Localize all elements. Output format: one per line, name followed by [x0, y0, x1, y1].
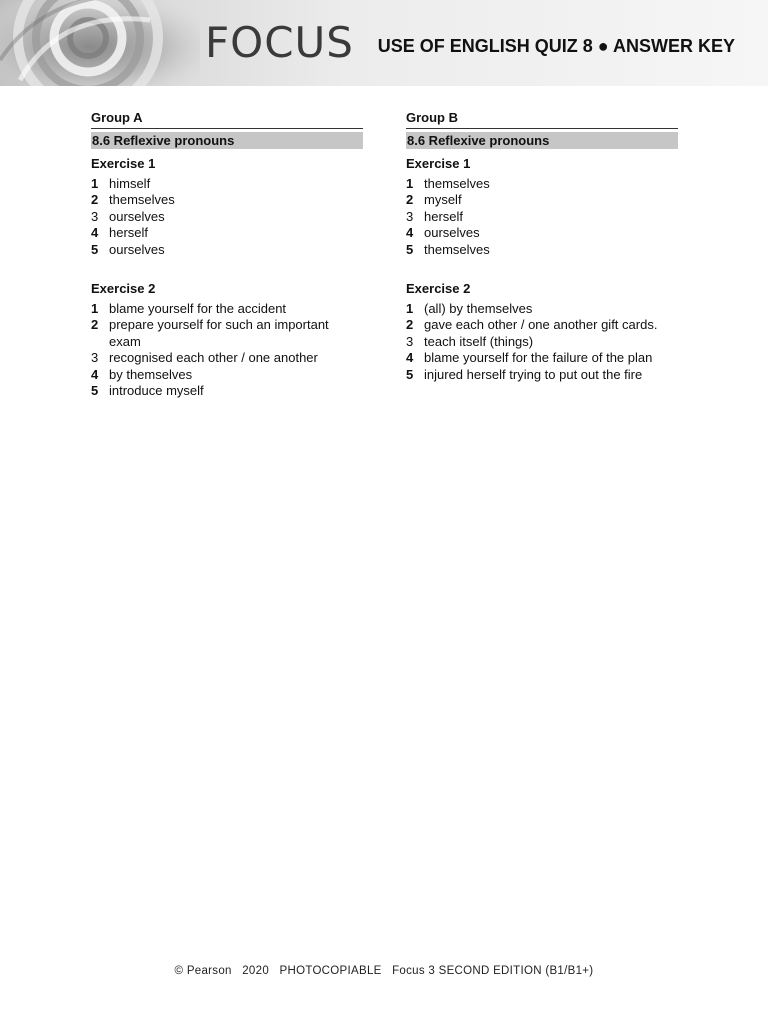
list-item	[91, 350, 363, 366]
item-answer: herself	[424, 208, 464, 224]
list-item	[91, 192, 363, 208]
exercise-title: Exercise 1	[406, 156, 471, 171]
item-number: 4	[406, 225, 414, 241]
list-item	[406, 317, 678, 333]
exercise-title: Exercise 2	[91, 281, 156, 297]
list-item	[91, 209, 363, 225]
item-answer: ourselves	[109, 241, 165, 257]
item-answer: (all) by themselves	[424, 301, 533, 317]
item-answer: themselves	[424, 241, 490, 257]
item-answer: themselves	[424, 176, 490, 191]
item-number: 3	[406, 208, 414, 224]
item-answer: myself	[424, 192, 462, 208]
list-item	[91, 225, 363, 241]
document-title: USE OF ENGLISH QUIZ 8 ● ANSWER KEY	[377, 36, 735, 56]
item-answer: teach itself (things)	[424, 333, 534, 349]
item-number: 3	[91, 350, 99, 366]
item-number: 5	[91, 383, 99, 399]
item-number: 1	[91, 176, 99, 191]
list-item	[91, 176, 363, 192]
item-answer: blame yourself for the failure of the plan	[424, 350, 653, 366]
list-item	[406, 176, 678, 192]
item-number: 3	[91, 208, 99, 224]
item-answer: blame yourself for the accident	[109, 301, 287, 317]
item-number: 3	[406, 333, 414, 349]
item-number: 5	[406, 366, 414, 382]
focus-swirl-graphic	[0, 0, 200, 86]
item-number: 1	[91, 301, 99, 317]
item-number: 4	[406, 350, 414, 366]
list-item	[406, 209, 678, 225]
item-number: 5	[91, 241, 99, 257]
list-item	[91, 367, 363, 383]
item-answer: herself	[109, 225, 149, 241]
item-answer: injured herself trying to put out the fire	[424, 366, 643, 382]
item-number: 1	[406, 301, 414, 317]
list-item	[406, 367, 678, 383]
item-answer: introduce myself	[109, 383, 204, 399]
item-answer: gave each other / one another gift cards.	[424, 317, 658, 333]
item-answer: recognised each other / one another	[109, 350, 318, 366]
list-item	[406, 192, 678, 208]
item-answer: himself	[109, 176, 151, 191]
exercise-title: Exercise 1	[91, 156, 156, 171]
focus-logo: FOCUS	[205, 18, 354, 67]
list-item	[91, 383, 363, 399]
item-number: 1	[406, 176, 414, 191]
list-item	[406, 301, 678, 317]
exercise-1	[91, 156, 363, 258]
item-answer: by themselves	[109, 366, 193, 382]
item-number: 2	[91, 192, 99, 208]
list-item	[91, 317, 363, 350]
section-heading: 8.6 Reflexive pronouns	[406, 132, 678, 149]
item-number: 4	[91, 366, 99, 382]
item-number: 2	[406, 192, 414, 208]
item-answer: ourselves	[109, 208, 165, 224]
section-heading: 8.6 Reflexive pronouns	[91, 132, 363, 149]
page-footer: © Pearson 2020 PHOTOCOPIABLE Focus 3 SECOND EDITION (B1/B1+)	[174, 965, 594, 977]
exercise-1	[406, 156, 678, 258]
list-item	[406, 225, 678, 241]
list-item	[406, 350, 678, 366]
item-number: 4	[91, 225, 99, 241]
group-label: Group A	[91, 110, 363, 129]
item-answer: themselves	[109, 192, 175, 208]
item-number: 2	[406, 317, 414, 333]
exercise-2	[91, 281, 363, 399]
group-a-column	[91, 110, 363, 399]
exercise-2	[406, 281, 678, 383]
list-item	[406, 242, 678, 258]
exercise-title: Exercise 2	[406, 281, 471, 297]
group-label: Group B	[406, 110, 678, 129]
list-item	[91, 242, 363, 258]
item-answer: prepare yourself for such an important exam	[109, 317, 329, 349]
list-item	[406, 334, 678, 350]
page-header	[0, 0, 768, 86]
item-number: 5	[406, 241, 414, 257]
item-number: 2	[91, 317, 99, 333]
group-b-column	[406, 110, 678, 383]
item-answer: ourselves	[424, 225, 480, 241]
list-item	[91, 301, 363, 317]
